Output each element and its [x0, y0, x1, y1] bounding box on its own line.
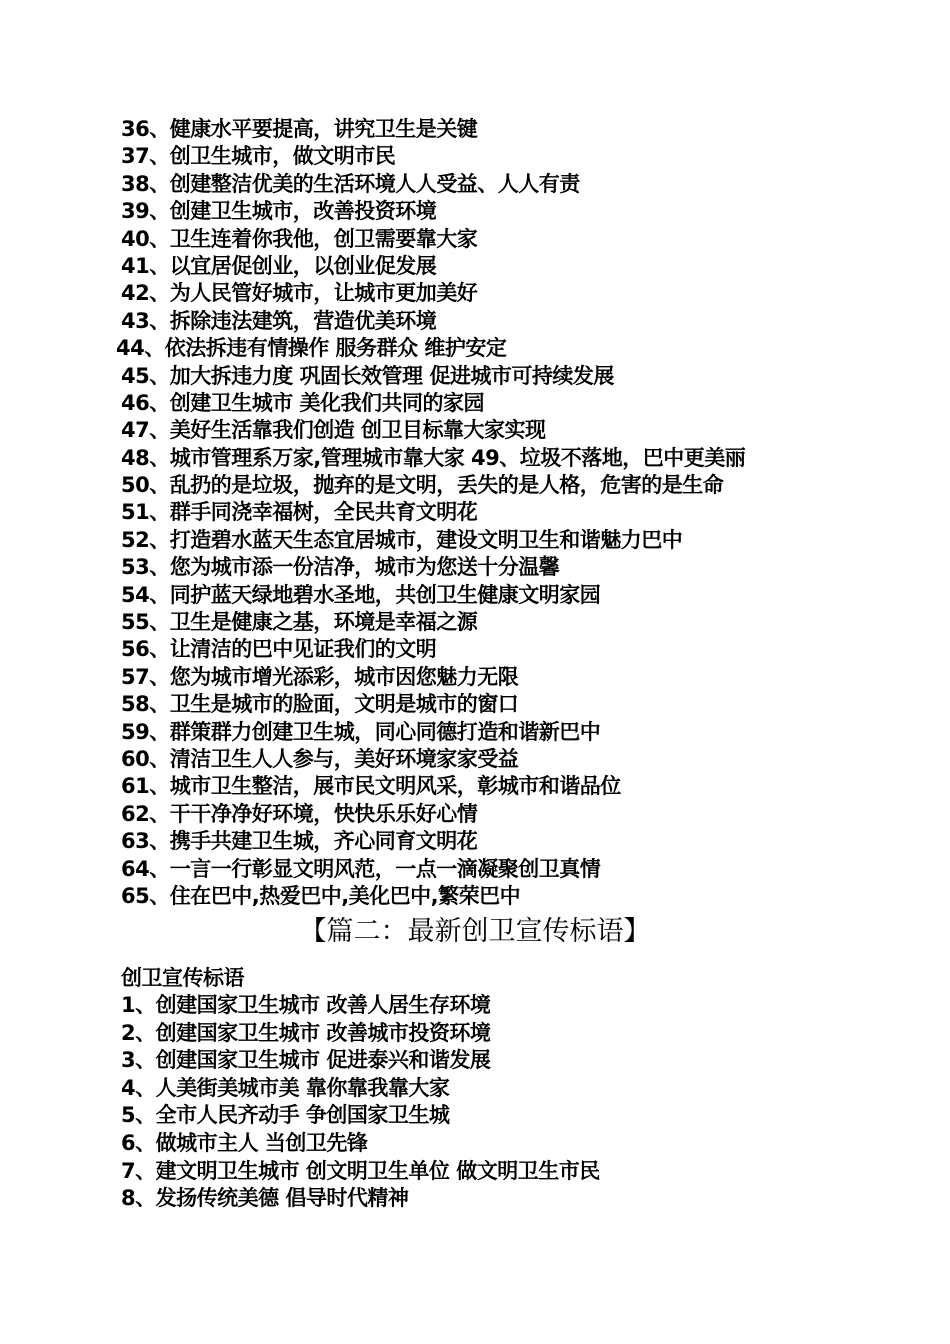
list-item: 51、群手同浇幸福树，全民共育文明花 [121, 500, 478, 525]
list-item: 52、打造碧水蓝天生态宜居城市，建设文明卫生和谐魅力巴中 [121, 527, 683, 552]
list-item: 57、您为城市增光添彩，城市因您魅力无限 [121, 664, 519, 689]
list-item: 48、城市管理系万家,管理城市靠大家 49、垃圾不落地，巴中更美丽 [121, 445, 746, 470]
list-item: 4、人美街美城市美 靠你靠我靠大家 [121, 1075, 450, 1100]
list-item: 39、创建卫生城市，改善投资环境 [121, 199, 437, 224]
sub-heading: 创卫宣传标语 [121, 966, 244, 990]
list-item: 38、创建整洁优美的生活环境人人受益、人人有责 [121, 171, 580, 196]
list-item: 64、一言一行彰显文明风范，一点一滴凝聚创卫真情 [121, 856, 601, 881]
slogan-list-part1 [116, 116, 746, 910]
list-item: 41、以宜居促创业，以创业促发展 [121, 253, 437, 278]
list-item: 5、全市人民齐动手 争创国家卫生城 [121, 1103, 450, 1128]
list-item: 60、清洁卫生人人参与，美好环境家家受益 [121, 746, 519, 771]
list-item: 44、依法拆违有情操作 服务群众 维护安定 [116, 336, 507, 361]
list-item: 8、发扬传统美德 倡导时代精神 [121, 1186, 409, 1211]
list-item: 36、健康水平要提高，讲究卫生是关键 [121, 117, 478, 141]
list-item: 62、干干净净好环境，快快乐乐好心情 [121, 801, 478, 826]
list-item: 61、城市卫生整洁，展市民文明风采，彰城市和谐品位 [121, 774, 621, 799]
list-item: 40、卫生连着你我他，创卫需要靠大家 [121, 226, 478, 251]
list-item: 56、让清洁的巴中见证我们的文明 [121, 637, 437, 662]
list-item: 1、创建国家卫生城市 改善人居生存环境 [121, 993, 491, 1017]
list-item: 43、拆除违法建筑，营造优美环境 [121, 308, 437, 333]
list-item: 55、卫生是健康之基，环境是幸福之源 [121, 610, 478, 635]
list-item: 7、建文明卫生城市 创文明卫生单位 做文明卫生市民 [121, 1158, 600, 1183]
list-item: 54、同护蓝天绿地碧水圣地，共创卫生健康文明家园 [121, 582, 601, 607]
list-item: 58、卫生是城市的脸面，文明是城市的窗口 [121, 692, 519, 717]
list-item: 3、创建国家卫生城市 促进泰兴和谐发展 [121, 1048, 491, 1073]
list-item: 59、群策群力创建卫生城，同心同德打造和谐新巴中 [121, 719, 601, 744]
list-item: 2、创建国家卫生城市 改善城市投资环境 [121, 1020, 491, 1045]
list-item: 47、美好生活靠我们创造 创卫目标靠大家实现 [121, 418, 546, 443]
list-item: 65、住在巴中,热爱巴中,美化巴中,繁荣巴中 [121, 883, 521, 908]
slogan-list-part2 [121, 992, 600, 1213]
list-item: 37、创卫生城市，做文明市民 [121, 144, 396, 169]
list-item: 50、乱扔的是垃圾，抛弃的是文明，丢失的是人格，危害的是生命 [121, 473, 724, 498]
list-item: 6、做城市主人 当创卫先锋 [121, 1130, 368, 1155]
list-item: 53、您为城市添一份洁净，城市为您送十分温馨 [121, 555, 560, 580]
list-item: 42、为人民管好城市，让城市更加美好 [121, 281, 478, 306]
list-item: 46、创建卫生城市 美化我们共同的家园 [121, 390, 485, 415]
section-title: 【篇二：最新创卫宣传标语】 [299, 916, 651, 947]
list-item: 45、加大拆违力度 巩固长效管理 促进城市可持续发展 [121, 363, 614, 388]
list-item: 63、携手共建卫生城，齐心同育文明花 [121, 829, 478, 854]
